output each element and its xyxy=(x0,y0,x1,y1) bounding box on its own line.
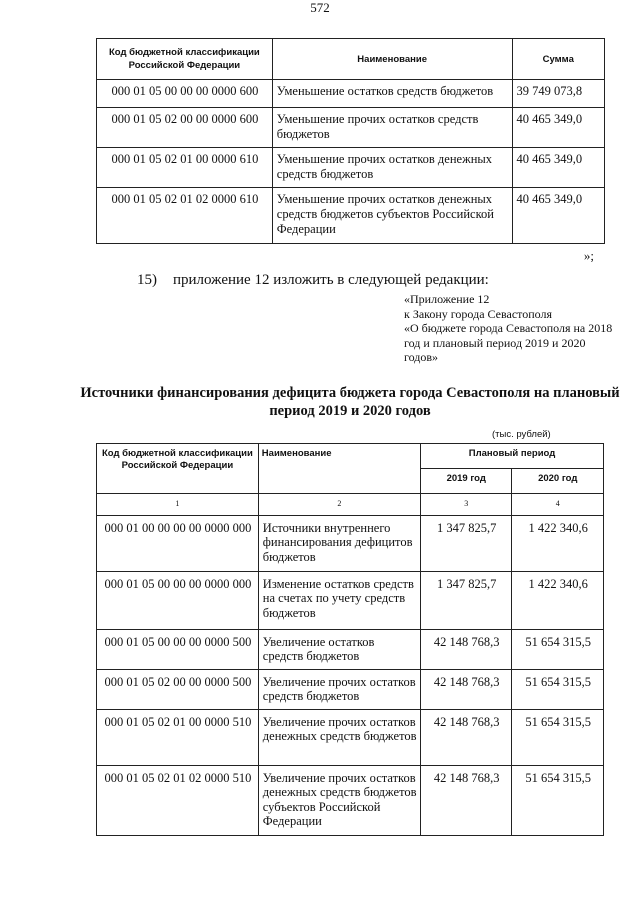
row-value-2020: 51 654 315,5 xyxy=(512,709,604,765)
header-2020: 2020 год xyxy=(512,469,604,494)
row-name: Уменьшение остатков средств бюджетов xyxy=(272,80,512,108)
table-row xyxy=(97,188,605,244)
row-value-2020: 1 422 340,6 xyxy=(512,571,604,629)
header-period: Плановый период xyxy=(421,444,604,469)
row-code: 000 01 05 02 01 00 0000 610 xyxy=(97,148,273,188)
row-code: 000 01 05 00 00 00 0000 000 xyxy=(97,571,259,629)
table-row xyxy=(97,709,604,765)
table-row xyxy=(97,629,604,669)
table-closing-quote: »; xyxy=(583,248,594,263)
table-row xyxy=(97,80,605,108)
row-sum: 40 465 349,0 xyxy=(512,188,604,244)
row-value-2019: 42 148 768,3 xyxy=(421,709,512,765)
row-value-2019: 1 347 825,7 xyxy=(421,515,512,571)
column-number: 2 xyxy=(258,494,420,516)
row-sum: 40 465 349,0 xyxy=(512,148,604,188)
row-code: 000 01 05 00 00 00 0000 600 xyxy=(97,80,273,108)
row-name: Увеличение прочих остатков денежных средств бюджетов xyxy=(258,709,420,765)
item-text: приложение 12 изложить в следующей редакции: xyxy=(173,272,489,288)
row-code: 000 01 05 02 00 00 0000 600 xyxy=(97,108,273,148)
row-name: Источники внутреннего финансирования дефицитов бюджетов xyxy=(258,515,420,571)
table-row xyxy=(97,765,604,835)
units-label: (тыс. рублей) xyxy=(492,429,551,440)
row-value-2019: 1 347 825,7 xyxy=(421,571,512,629)
header-code: Код бюджетной классификации Российской Федерации xyxy=(97,444,259,494)
table-header-row xyxy=(97,39,605,80)
header-name: Наименование xyxy=(272,39,512,80)
table-row xyxy=(97,108,605,148)
row-value-2020: 51 654 315,5 xyxy=(512,669,604,709)
column-number: 3 xyxy=(421,494,512,516)
row-code: 000 01 05 00 00 00 0000 500 xyxy=(97,629,259,669)
annex-line-3: «О бюджете города Севастополя на 2018 год и плановый период 2019 и 2020 годов» xyxy=(404,321,613,364)
amendment-item xyxy=(137,272,489,289)
document-title: Источники финансирования дефицита бюджета города Севастополя на плановый период 2019 и 2020 годов xyxy=(80,385,620,419)
column-number: 1 xyxy=(97,494,259,516)
row-name: Увеличение остатков средств бюджетов xyxy=(258,629,420,669)
row-code: 000 01 05 02 01 00 0000 510 xyxy=(97,709,259,765)
annex-line-1: «Приложение 12 xyxy=(404,292,490,306)
table-header-row xyxy=(97,444,604,469)
row-code: 000 01 05 02 01 02 0000 610 xyxy=(97,188,273,244)
header-code: Код бюджетной классификации Российской Федерации xyxy=(97,39,273,80)
row-code: 000 01 05 02 01 02 0000 510 xyxy=(97,765,259,835)
annex-reference xyxy=(404,292,614,365)
financing-sources-table xyxy=(96,443,604,836)
table-row xyxy=(97,148,605,188)
column-number-row xyxy=(97,494,604,516)
annex-line-2: к Закону города Севастополя xyxy=(404,306,553,321)
row-name: Уменьшение прочих остатков денежных средств бюджетов xyxy=(272,148,512,188)
row-value-2020: 1 422 340,6 xyxy=(512,515,604,571)
table-row xyxy=(97,571,604,629)
header-2019: 2019 год xyxy=(421,469,512,494)
table-row xyxy=(97,515,604,571)
row-sum: 40 465 349,0 xyxy=(512,108,604,148)
row-name: Увеличение прочих остатков денежных средств бюджетов субъектов Российской Федерации xyxy=(258,765,420,835)
row-name: Уменьшение прочих остатков денежных средств бюджетов субъектов Российской Федерации xyxy=(272,188,512,244)
row-code: 000 01 05 02 00 00 0000 500 xyxy=(97,669,259,709)
page-number: 572 xyxy=(310,0,330,15)
table-row xyxy=(97,669,604,709)
row-name: Увеличение прочих остатков средств бюджетов xyxy=(258,669,420,709)
row-value-2019: 42 148 768,3 xyxy=(421,669,512,709)
row-value-2019: 42 148 768,3 xyxy=(421,765,512,835)
header-sum: Сумма xyxy=(512,39,604,80)
row-value-2019: 42 148 768,3 xyxy=(421,629,512,669)
row-name: Изменение остатков средств на счетах по учету средств бюджетов xyxy=(258,571,420,629)
row-value-2020: 51 654 315,5 xyxy=(512,765,604,835)
row-sum: 39 749 073,8 xyxy=(512,80,604,108)
header-name: Наименование xyxy=(258,444,420,494)
item-number: 15) xyxy=(137,272,157,288)
row-value-2020: 51 654 315,5 xyxy=(512,629,604,669)
row-name: Уменьшение прочих остатков средств бюджетов xyxy=(272,108,512,148)
budget-reduction-table xyxy=(96,38,605,244)
column-number: 4 xyxy=(512,494,604,516)
row-code: 000 01 00 00 00 00 0000 000 xyxy=(97,515,259,571)
